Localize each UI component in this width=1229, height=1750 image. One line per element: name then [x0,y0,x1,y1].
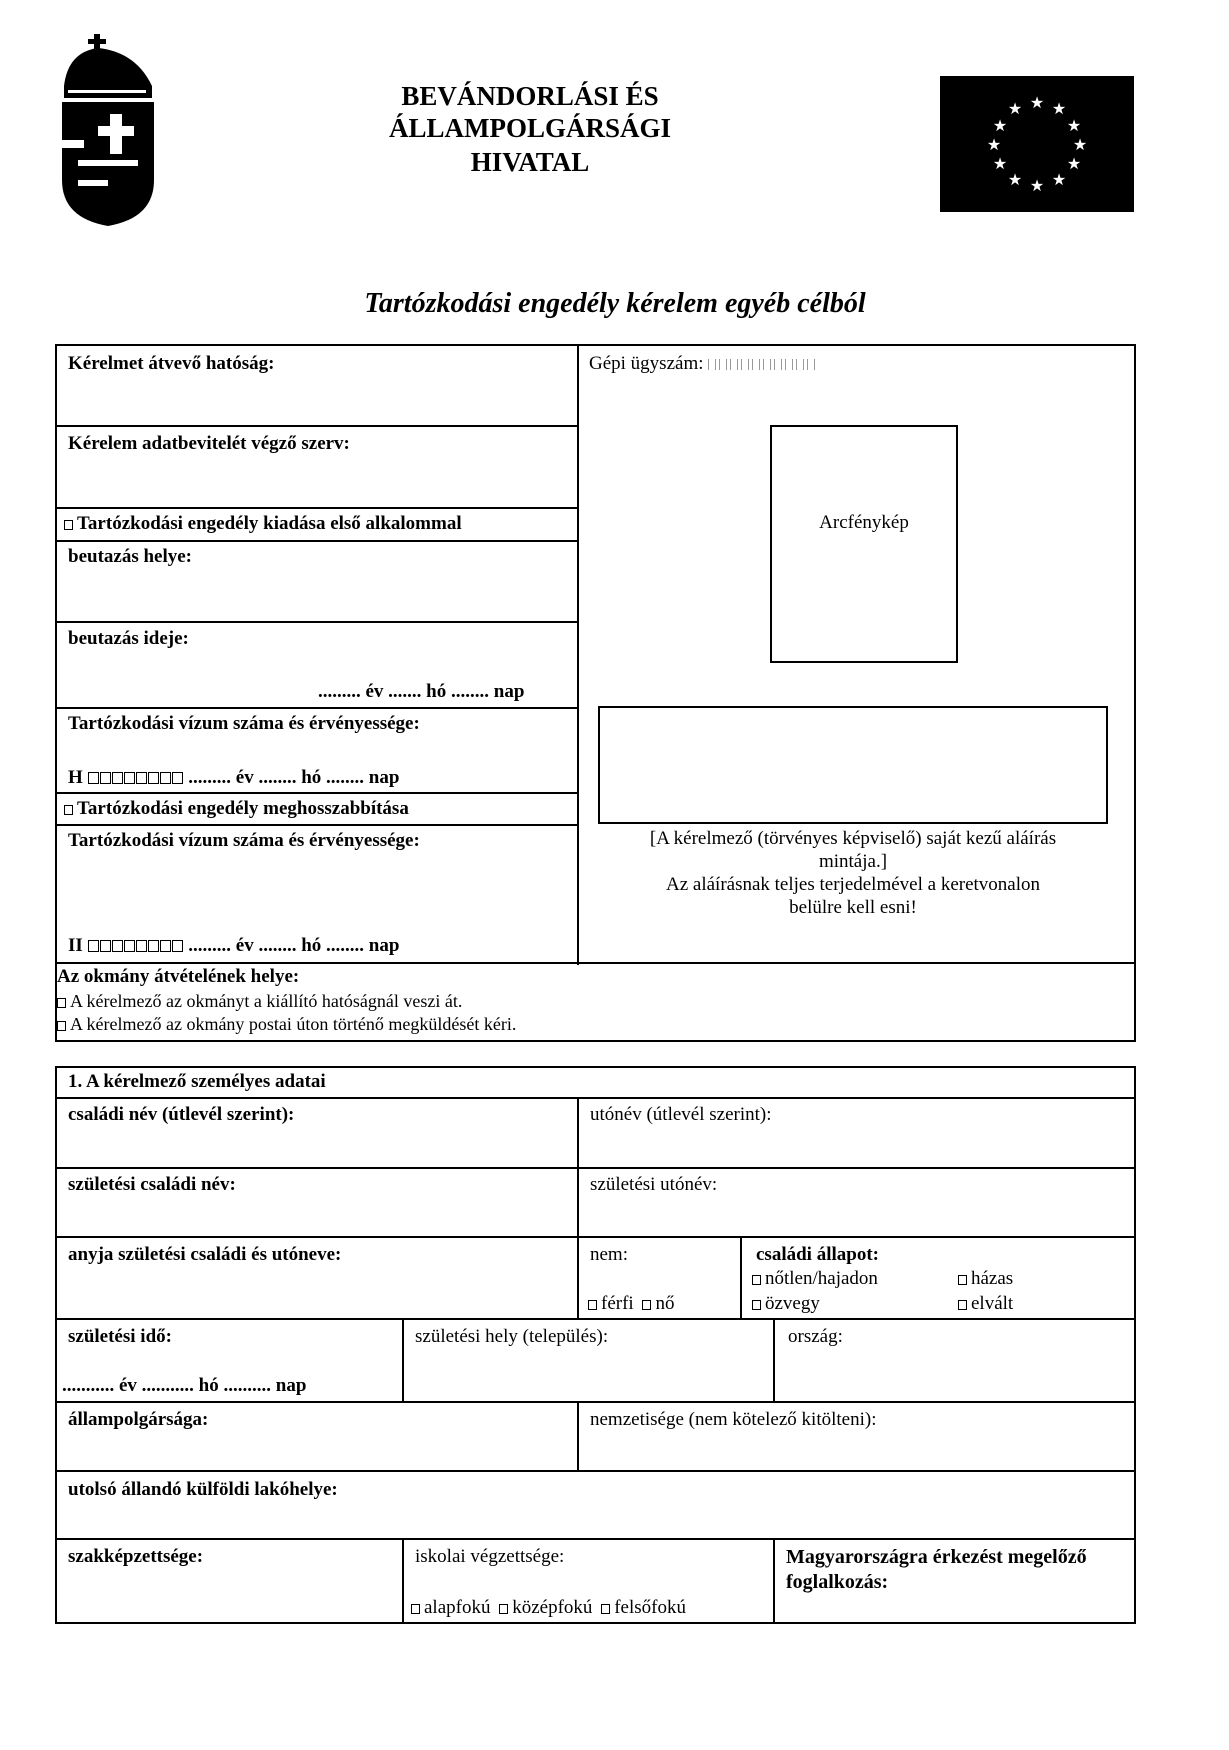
country-field[interactable] [776,1350,1132,1399]
agency-line-1: BEVÁNDORLÁSI ÉS [401,81,659,111]
edu-secondary-label: középfokú [512,1597,593,1618]
marital-single-option[interactable] [752,1268,878,1290]
agency-line-3: HIVATAL [470,147,590,177]
birth-given-name-field[interactable] [580,1198,1132,1234]
sex-options [588,1293,674,1315]
svg-text:★: ★ [1072,135,1088,154]
case-number-boxes [708,353,818,374]
marital-widowed-checkbox[interactable] [752,1300,761,1310]
visa-date-1: ......... év ........ hó ........ nap [188,767,400,788]
signature-note-line-1: [A kérelmező (törvényes képviselő) saját kezű aláírás [649,828,1057,849]
edu-basic-label: alapfokú [424,1597,491,1618]
last-residence-field[interactable] [58,1503,1132,1536]
edu-basic-checkbox[interactable] [411,1604,420,1614]
first-issue-option[interactable] [64,513,462,535]
case-number-label: Gépi ügyszám: [589,353,704,374]
marital-single-label: nőtlen/hajadon [765,1268,878,1289]
marital-divorced-label: elvált [971,1293,1014,1314]
country-label: ország: [788,1326,843,1347]
marital-single-checkbox[interactable] [752,1275,761,1285]
edu-higher-label: felsőfokú [614,1597,686,1618]
marital-married-label: házas [971,1268,1014,1289]
photo-label: Arcfénykép [819,512,909,533]
extension-checkbox[interactable] [64,805,73,815]
nationality-label: nemzetisége (nem kötelező kitölteni): [590,1409,877,1430]
signature-note-line-2: mintája.] [818,851,888,872]
extension-label: Tartózkodási engedély meghosszabbítása [77,798,409,819]
visa-prefix-1: H [68,767,83,788]
entry-place-field[interactable] [58,570,576,619]
signature-note-line-4: belülre kell esni! [789,897,917,918]
svg-text:★: ★ [1066,116,1082,135]
svg-text:★: ★ [992,154,1008,173]
birth-family-name-label: születési családi név: [68,1174,236,1195]
pickup-option-1[interactable] [57,990,462,1012]
citizenship-label: állampolgársága: [68,1409,209,1430]
marital-widowed-option[interactable] [752,1293,820,1315]
pickup-option-2-label: A kérelmező az okmány postai úton történő megküldését kéri. [70,1014,517,1034]
extension-option[interactable] [64,798,409,820]
coat-of-arms-logo [58,30,168,230]
edu-higher-checkbox[interactable] [601,1604,610,1614]
family-name-field[interactable] [58,1128,576,1165]
svg-text:★: ★ [1007,170,1023,189]
first-issue-checkbox[interactable] [64,520,73,530]
svg-text:★: ★ [1066,154,1082,173]
education-options [411,1597,686,1619]
visa-number-boxes-2[interactable] [88,935,184,957]
mother-name-field[interactable] [58,1268,576,1316]
birth-date-label: születési idő: [68,1326,172,1347]
visa-date-2: ......... év ........ hó ........ nap [188,935,400,956]
visa-prefix-2: II [68,935,83,956]
svg-text:★: ★ [1051,170,1067,189]
sex-label: nem: [590,1244,628,1265]
visa-number-label-2: Tartózkodási vízum száma és érvényessége: [68,830,420,851]
visa-number-row-1[interactable] [68,767,399,789]
svg-text:★: ★ [992,116,1008,135]
receiving-authority-label: Kérelmet átvevő hatóság: [68,353,275,374]
education-label: iskolai végzettsége: [415,1546,565,1567]
signature-box[interactable] [598,706,1108,824]
prior-occupation-label-1: Magyarországra érkezést megelőző [786,1546,1087,1568]
visa-number-label-1: Tartózkodási vízum száma és érvényessége: [68,713,420,734]
photo-box [770,425,958,663]
edu-secondary-checkbox[interactable] [499,1604,508,1614]
svg-text:★: ★ [1029,93,1045,112]
visa-number-boxes-1[interactable] [88,767,184,789]
marital-divorced-checkbox[interactable] [958,1300,967,1310]
first-issue-label: Tartózkodási engedély kiadása első alkalommal [77,513,462,534]
entry-time-label: beutazás ideje: [68,628,189,649]
marital-married-checkbox[interactable] [958,1275,967,1285]
section1-title: 1. A kérelmező személyes adatai [68,1071,326,1092]
given-name-label: utónév (útlevél szerint): [590,1104,772,1125]
receiving-authority-field[interactable] [58,378,576,423]
qualification-field[interactable] [58,1570,400,1620]
form-title: Tartózkodási engedély kérelem egyéb célból [364,288,866,319]
marital-divorced-option[interactable] [958,1293,1013,1315]
mother-name-label: anyja születési családi és utóneve: [68,1244,342,1265]
birth-place-field[interactable] [405,1350,771,1399]
svg-text:★: ★ [1007,99,1023,118]
qualification-label: szakképzettsége: [68,1546,204,1567]
signature-note-line-3: Az aláírásnak teljes terjedelmével a keretvonalon [665,874,1041,895]
agency-line-2: ÁLLAMPOLGÁRSÁGI [388,113,672,143]
eu-flag-logo [940,76,1134,212]
data-entry-label: Kérelem adatbevitelét végző szerv: [68,433,350,454]
marital-label: családi állapot: [756,1244,879,1265]
case-number-row [589,353,818,375]
birth-date-line[interactable]: ........... év ........... hó .......... nap [62,1375,307,1396]
entry-date-line[interactable]: ......... év ....... hó ........ nap [318,681,525,702]
marital-widowed-label: özvegy [765,1293,820,1314]
citizenship-field[interactable] [58,1433,576,1468]
last-residence-label: utolsó állandó külföldi lakóhelye: [68,1479,338,1500]
prior-occupation-label-2: foglalkozás: [786,1571,889,1593]
sex-male-label: férfi [601,1293,634,1314]
svg-text:★: ★ [986,135,1002,154]
pickup-option-2-checkbox[interactable] [57,1021,66,1031]
pickup-option-2[interactable] [57,1013,516,1035]
entry-place-label: beutazás helye: [68,546,193,567]
marital-married-option[interactable] [958,1268,1013,1290]
family-name-label: családi név (útlevél szerint): [68,1104,295,1125]
visa-number-row-2[interactable] [68,935,399,957]
given-name-field[interactable] [580,1128,1132,1165]
sex-female-checkbox[interactable] [642,1300,651,1310]
nationality-field[interactable] [580,1433,1132,1468]
birth-given-name-label: születési utónév: [590,1174,718,1195]
birth-family-name-field[interactable] [58,1198,576,1234]
svg-text:★: ★ [1051,99,1067,118]
svg-text:★: ★ [1029,176,1045,195]
pickup-option-1-checkbox[interactable] [57,998,66,1008]
data-entry-field[interactable] [58,458,576,505]
sex-male-checkbox[interactable] [588,1300,597,1310]
birth-place-label: születési hely (település): [415,1326,609,1347]
signature-note [598,827,1108,919]
pickup-title: Az okmány átvételének helye: [57,966,300,987]
sex-female-label: nő [655,1293,675,1314]
pickup-option-1-label: A kérelmező az okmányt a kiállító hatóságnál veszi át. [70,991,463,1011]
